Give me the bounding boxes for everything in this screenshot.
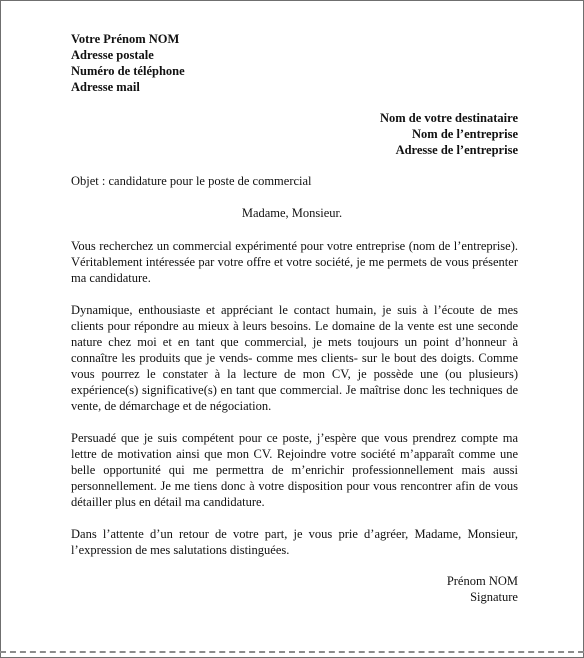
sender-email: Adresse mail (71, 80, 140, 94)
recipient-name: Nom de votre destinataire (379, 111, 518, 125)
sender-address: Adresse postale (71, 48, 154, 62)
paragraph-profile: Dynamique, enthousiaste et appréciant le contact humain, je suis à l’écoute de mes clients pour répondre au mieux à leurs besoins. Le domaine de la vente est une seconde nature chez moi et en tant que commercial, je mets toujours un point d’honneur à connaître les produits que je vends- comme mes clients- sur le bout des doigts. Comme vous pourrez le constater à la lecture de mon CV, je possède une (ou plusieurs) expérience(s) significative(s) en tant que commercial. Je maîtrise donc les techniques de vente, de démarchage et de négociation. (71, 303, 518, 413)
closing-signature: Signature (470, 590, 518, 604)
recipient-block (380, 110, 518, 158)
paragraph-motivation: Persuadé que je suis compétent pour ce poste, j’espère que vous prendrez compte ma lettre de motivation ainsi que mon CV. Rejoindre votre société m’apparaît comme une belle opportunité qui me permettra de m’enrichir professionnellement mais aussi personnellement. Je me tiens donc à votre disposition pour vous rencontrer afin de vous détailler plus en détail ma candidature. (71, 431, 518, 509)
closing-block (447, 573, 518, 605)
sender-block (71, 31, 185, 95)
paragraph-closing-formula: Dans l’attente d’un retour de votre part, je vous prie d’agréer, Madame, Monsieur, l’expression de mes salutations distinguées. (71, 527, 518, 557)
recipient-company: Nom de l’entreprise (412, 127, 518, 141)
sender-phone: Numéro de téléphone (71, 64, 185, 78)
letter-salutation: Madame, Monsieur. (241, 206, 343, 220)
letter-subject: Objet : candidature pour le poste de commercial (71, 174, 312, 188)
bottom-dashed-border (0, 651, 584, 653)
closing-name: Prénom NOM (446, 574, 518, 588)
paragraph-intro: Vous recherchez un commercial expérimenté pour votre entreprise (nom de l’entreprise). Véritablement intéressée par votre offre et votre société, je me permets de vous présenter ma candidature. (71, 239, 518, 285)
sender-name: Votre Prénom NOM (71, 32, 180, 46)
recipient-address: Adresse de l’entreprise (395, 143, 518, 157)
